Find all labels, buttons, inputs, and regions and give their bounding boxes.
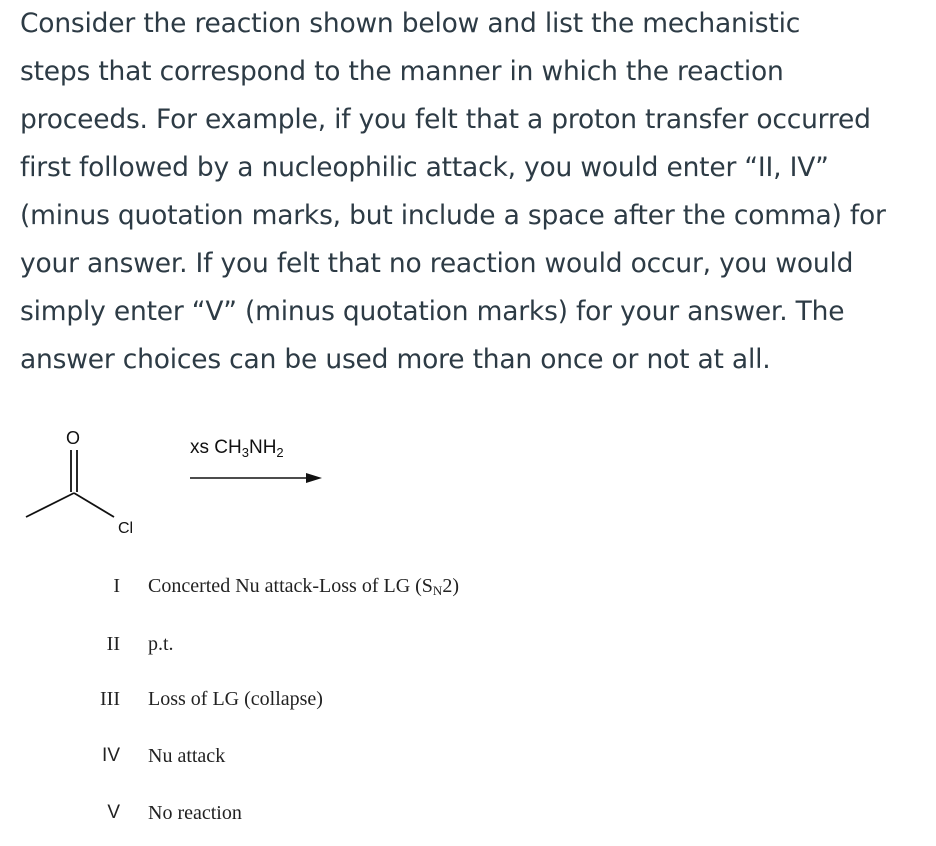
- choice-text: No reaction: [148, 802, 242, 824]
- question-line: your answer. If you felt that no reaction would occur, you would: [20, 248, 854, 279]
- question-line: Consider the reaction shown below and list the mechanistic: [20, 8, 801, 39]
- methyl-bond: [26, 493, 74, 517]
- question-line: proceeds. For example, if you felt that a proton transfer occurred: [20, 104, 871, 135]
- choice-text: Concerted Nu attack-Loss of LG $(S_N2)$: [148, 575, 459, 598]
- question-line: (minus quotation marks, but include a space after the comma) for: [20, 200, 886, 231]
- chloroacetone-structure: [26, 450, 114, 517]
- question-text: [20, 0, 934, 384]
- question-line: simply enter “V” (minus quotation marks) for your answer. The: [20, 296, 845, 327]
- choice-numeral: III: [100, 688, 120, 710]
- choice-numeral: II: [106, 633, 120, 655]
- reagent-label: xs $CH_3NH_2$: [190, 437, 284, 460]
- methylene-bond: [74, 493, 114, 517]
- choice-numeral: I: [113, 575, 120, 597]
- reaction-arrow: [190, 473, 322, 483]
- oxygen-label: O: [66, 428, 81, 448]
- chlorine-label: Cl: [118, 520, 134, 537]
- choice-numeral: IV: [102, 745, 120, 766]
- question-line: first followed by a nucleophilic attack, you would enter “II, IV”: [20, 152, 829, 183]
- question-line: answer choices can be used more than once or not at all.: [20, 344, 771, 375]
- choice-text: Nu attack: [148, 745, 226, 767]
- choice-text: Loss of LG (collapse): [148, 688, 323, 710]
- choice-text: p.t.: [148, 633, 174, 655]
- choice-numeral: V: [107, 802, 120, 823]
- question-line: steps that correspond to the manner in which the reaction: [20, 56, 784, 87]
